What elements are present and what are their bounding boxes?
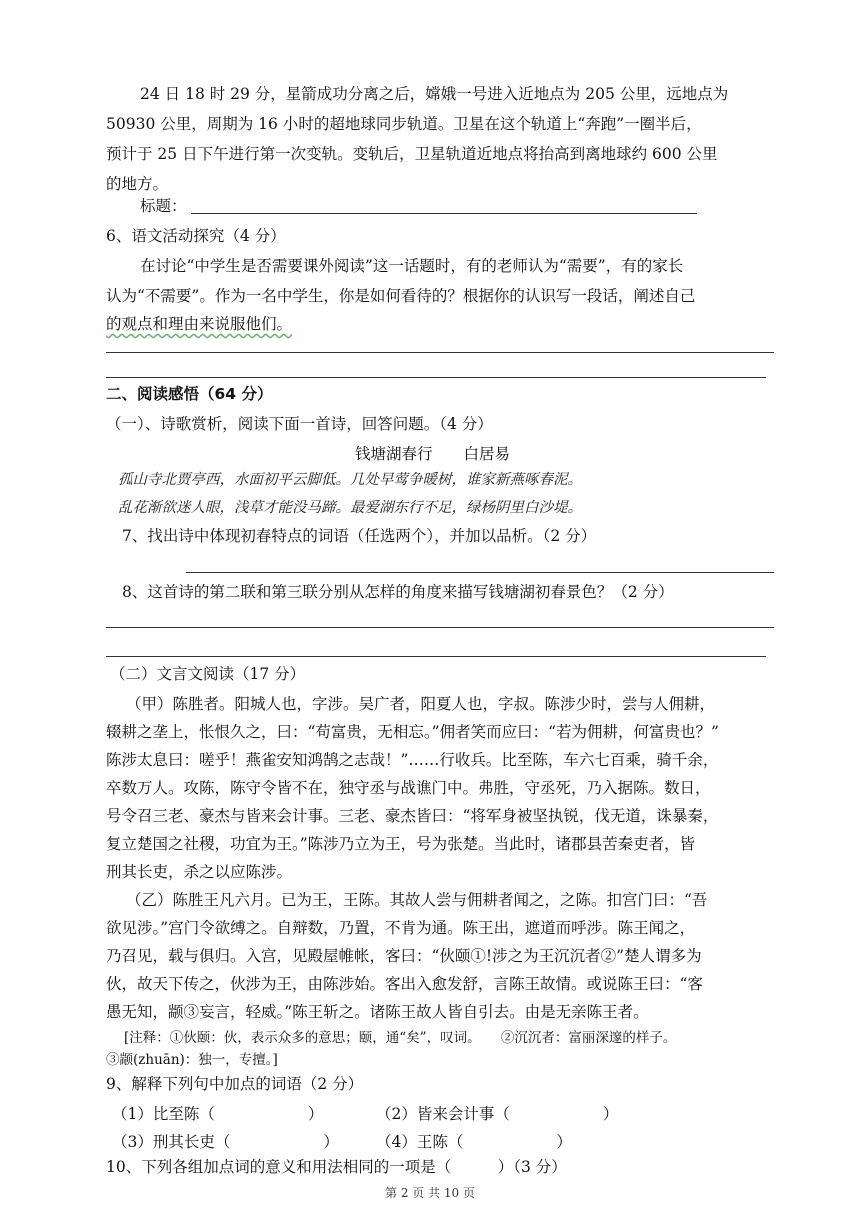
classical-text-line: 刑其长吏，杀之以应陈涉。 <box>106 863 293 881</box>
q6-answer-line[interactable] <box>106 377 766 378</box>
classical-text-line: 乃召见，载与俱归。入宫，见殿屋帷帐，客曰：“伙颐①!涉之为王沉沉者②”楚人谓多为 <box>106 947 702 965</box>
classical-text-line: 辍耕之垄上，怅恨久之，曰：“苟富贵，无相忘。”佣者笑而应曰：“若为佣耕，何富贵也？” <box>106 723 719 741</box>
q9-item[interactable]: （4）王陈（ ） <box>376 1133 572 1151</box>
classical-text-line: 愚无知，颛③妄言，轻威。”陈王斩之。诸陈王故人皆自引去。由是无亲陈王者。 <box>106 1003 649 1021</box>
poem-line: 乱花渐欲迷人眼，浅草才能没马蹄。最爱湖东行不足，绿杨阴里白沙堤。 <box>118 500 582 516</box>
title-answer-label: 标题： <box>140 197 187 215</box>
news-line: 预计于 25 日下午进行第一次变轨。变轨后，卫星轨道近地点将抬高到离地球约 600 公里 <box>106 145 718 163</box>
classical-text-line: 号令召三老、豪杰与皆来会计事。三老、豪杰皆曰：“将军身被坚执锐，伐无道，诛暴秦， <box>106 807 719 825</box>
q8-text: 8、这首诗的第二联和第三联分别从怎样的角度来描写钱塘湖初春景色？（2 分） <box>122 583 674 601</box>
classical-text-line: 卒数万人。攻陈，陈守令皆不在，独守丞与战谯门中。弗胜，守丞死，乃入据陈。数日， <box>106 779 711 797</box>
classical-text-line: 伙，故天下传之，伙涉为王，由陈涉始。客出入愈发舒，言陈王故情。或说陈王曰：“客 <box>106 975 703 993</box>
classical-text-line: 复立楚国之社稷，功宜为王。”陈涉乃立为王，号为张楚。当此时，诸郡县苦秦吏者，皆 <box>106 835 696 853</box>
q7-answer-line[interactable] <box>186 572 774 573</box>
classical-text-line: （甲）陈胜者。阳城人也，字涉。吴广者，阳夏人也，字叔。陈涉少时，尝与人佣耕， <box>126 695 716 713</box>
poem-title: 钱塘湖春行 白居易 <box>355 445 511 463</box>
annotation-line: ③颛(zhuān)：独一，专擅。] <box>106 1052 278 1068</box>
poem-line: 孤山寺北贾亭西，水面初平云脚低。几处早莺争暖树，谁家新燕啄春泥。 <box>118 472 582 488</box>
annotation-line: [注释：①伙颐：伙，表示众多的意思；颐，通“矣”，叹词。 ②沉沉者：富丽深邃的样子。 <box>124 1030 677 1046</box>
news-line: 的地方。 <box>106 175 169 193</box>
news-line: 24 日 18 时 29 分，星箭成功分离之后，嫦娥一号进入近地点为 205 公里，远地点为 <box>140 85 729 103</box>
q9-title: 9、解释下列句中加点的词语（2 分） <box>106 1075 364 1093</box>
subsection-heading: （一）、诗歌赏析，阅读下面一首诗，回答问题。（4 分） <box>106 415 493 433</box>
q9-item[interactable]: （1）比至陈（ ） <box>112 1105 324 1123</box>
q9-item[interactable]: （3）刑其长吏（ ） <box>112 1133 339 1151</box>
q7-text: 7、找出诗中体现初春特点的词语（任选两个），并加以品析。（2 分） <box>122 527 597 545</box>
classical-text-line: 欲见涉。”宫门令欲缚之。自辩数，乃置，不肯为通。陈王出，遮道而呼涉。陈王闻之， <box>106 919 696 937</box>
q9-item[interactable]: （2）皆来会计事（ ） <box>376 1105 619 1123</box>
q8-answer-line[interactable] <box>106 627 774 628</box>
q8-answer-line[interactable] <box>106 656 766 657</box>
q6-text-line: 的观点和理由来说服他们。 <box>106 315 293 333</box>
q6-text-line: 在讨论“中学生是否需要课外阅读”这一话题时，有的老师认为“需要”，有的家长 <box>140 257 684 275</box>
q6-text-line: 认为“不需要”。作为一名中学生，你是如何看待的？根据你的认识写一段话，阐述自己 <box>106 287 696 305</box>
q10-text: 10、下列各组加点词的意义和用法相同的一项是（ ）（3 分） <box>106 1158 567 1176</box>
q6-title: 6、语文活动探究（4 分） <box>106 227 286 245</box>
classical-text-line: 陈涉太息曰：嗟乎！燕雀安知鸿鹄之志哉！”……行收兵。比至陈，车六七百乘，骑千余， <box>106 751 719 769</box>
page-footer: 第 2 页 共 10 页 <box>385 1186 475 1200</box>
q6-answer-line[interactable] <box>106 352 774 353</box>
section-heading: 二、阅读感悟（64 分） <box>106 385 273 403</box>
news-line: 50930 公里，周期为 16 小时的超地球同步轨道。卫星在这个轨道上“奔跑”一圈半后， <box>106 115 702 133</box>
subsection-heading: （二）文言文阅读（17 分） <box>110 665 306 683</box>
title-answer-line[interactable] <box>191 213 697 214</box>
classical-text-line: （乙）陈胜王凡六月。已为王，王陈。其故人尝与佣耕者闻之，之陈。扣宫门曰：“吾 <box>126 891 708 909</box>
